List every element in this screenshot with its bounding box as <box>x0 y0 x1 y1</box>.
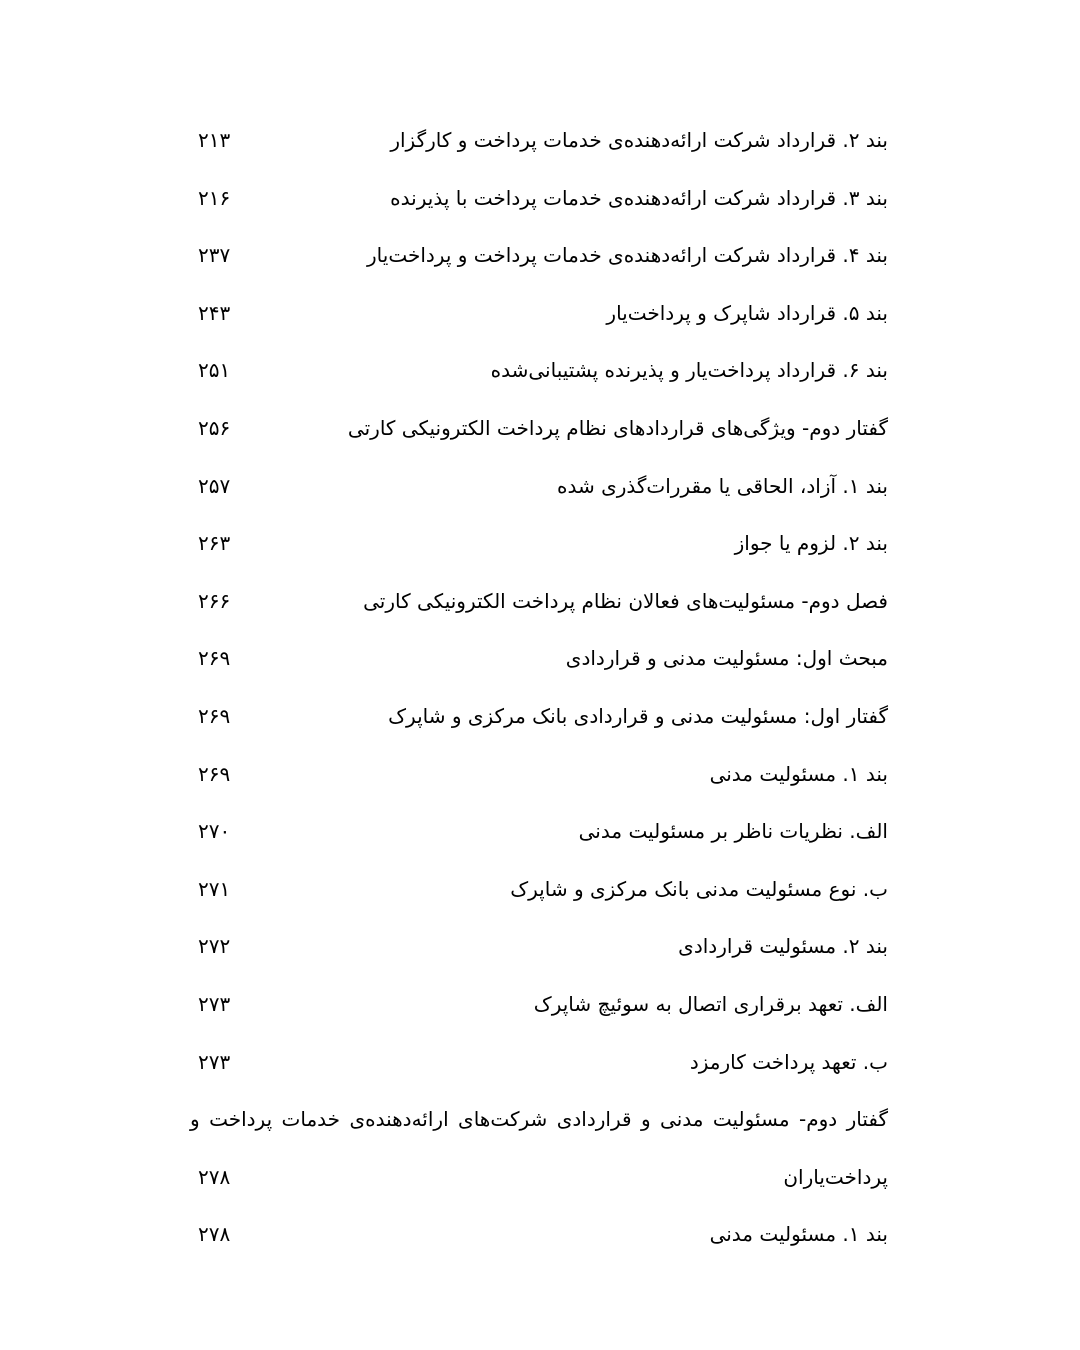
toc-entry <box>190 401 888 459</box>
toc-entry <box>190 459 888 517</box>
toc-entry-page: ۲۷۳ <box>198 1049 231 1074</box>
toc-entry-page: ۲۱۶ <box>198 185 231 210</box>
toc-entry-page: ۲۶۶ <box>198 588 231 613</box>
toc-entry <box>190 286 888 344</box>
toc-entry-page: ۲۵۱ <box>198 358 231 383</box>
toc-entry <box>190 919 888 977</box>
toc-entry <box>190 574 888 632</box>
toc-entry <box>190 631 888 689</box>
toc-entry <box>190 171 888 229</box>
toc-entry-page: ۲۷۲ <box>198 934 231 959</box>
toc-entry-title: بند ۲. لزوم یا جواز <box>734 531 888 556</box>
toc-entry-title: گفتار دوم- ویژگی‌های قراردادهای نظام پرداخت الکترونیکی کارتی <box>347 415 888 440</box>
toc-entry-title: بند ۶. قرارداد پرداخت‌یار و پذیرنده پشتیبانی‌شده <box>490 358 888 383</box>
toc-entry <box>190 228 888 286</box>
toc-entry-title: بند ۱. مسئولیت مدنی <box>709 1222 888 1247</box>
toc-entry <box>190 1092 888 1150</box>
toc-entry-title: بند ۲. مسئولیت قراردادی <box>678 934 888 959</box>
toc-entry <box>190 747 888 805</box>
toc-entry-page: ۲۳۷ <box>198 243 231 268</box>
toc-entry-page: ۲۶۹ <box>198 646 231 671</box>
toc-entry-title: بند ۲. قرارداد شرکت ارائه‌دهنده‌ی خدمات پرداخت و کارگزار <box>390 128 888 152</box>
toc-entry-page: ۲۵۷ <box>198 473 231 498</box>
toc-entry <box>190 804 888 862</box>
toc-entry <box>190 1207 888 1265</box>
toc-entry-title: الف. نظریات ناظر بر مسئولیت مدنی <box>578 819 888 844</box>
toc-entry-title: ب. تعهد پرداخت کارمزد <box>689 1049 888 1074</box>
toc-entry-title: بند ۳. قرارداد شرکت ارائه‌دهنده‌ی خدمات پرداخت با پذیرنده <box>390 185 888 210</box>
toc-entry <box>190 343 888 401</box>
table-of-contents <box>190 113 888 1265</box>
toc-entry-page: ۲۷۸ <box>198 1164 231 1189</box>
toc-entry <box>190 516 888 574</box>
toc-entry-page: ۲۶۹ <box>198 761 231 786</box>
toc-entry-page: ۲۴۳ <box>198 300 231 325</box>
toc-entry-page: ۲۷۳ <box>198 991 231 1016</box>
toc-entry-page: ۲۷۸ <box>198 1222 231 1247</box>
toc-entry-page: ۲۷۰ <box>198 819 231 844</box>
toc-entry-page: ۲۵۶ <box>198 415 231 440</box>
toc-entry-title: بند ۱. آزاد، الحاقی یا مقررات‌گذری شده <box>556 473 888 498</box>
toc-entry <box>190 1150 888 1208</box>
toc-entry-title: مبحث اول: مسئولیت مدنی و قراردادی <box>565 646 888 671</box>
toc-entry-page: ۲۶۹ <box>198 703 231 728</box>
toc-entry <box>190 689 888 747</box>
toc-entry-title: گفتار دوم- مسئولیت مدنی و قراردادی شرکت‌های ارائه‌دهنده‌ی خدمات پرداخت و <box>190 1107 888 1132</box>
toc-entry-page: ۲۱۳ <box>198 128 231 152</box>
toc-entry-title: پرداخت‌یاران <box>783 1164 888 1189</box>
toc-entry-title: الف. تعهد برقراری اتصال به سوئیچ شاپرک <box>533 991 888 1016</box>
toc-entry-title: ب. نوع مسئولیت مدنی بانک مرکزی و شاپرک <box>510 876 888 901</box>
toc-entry <box>190 113 888 171</box>
toc-entry-page: ۲۶۳ <box>198 531 231 556</box>
toc-entry <box>190 862 888 920</box>
toc-entry-title: فصل دوم- مسئولیت‌های فعالان نظام پرداخت الکترونیکی کارتی <box>363 588 888 613</box>
toc-entry-title: گفتار اول: مسئولیت مدنی و قراردادی بانک مرکزی و شاپرک <box>388 703 888 728</box>
toc-entry-title: بند ۱. مسئولیت مدنی <box>709 761 888 786</box>
toc-entry-title: بند ۴. قرارداد شرکت ارائه‌دهنده‌ی خدمات پرداخت و پرداخت‌یار <box>367 243 888 268</box>
toc-entry-page: ۲۷۱ <box>198 876 231 901</box>
toc-entry-title: بند ۵. قرارداد شاپرک و پرداخت‌یار <box>606 300 888 325</box>
toc-entry <box>190 977 888 1035</box>
toc-entry <box>190 1035 888 1093</box>
